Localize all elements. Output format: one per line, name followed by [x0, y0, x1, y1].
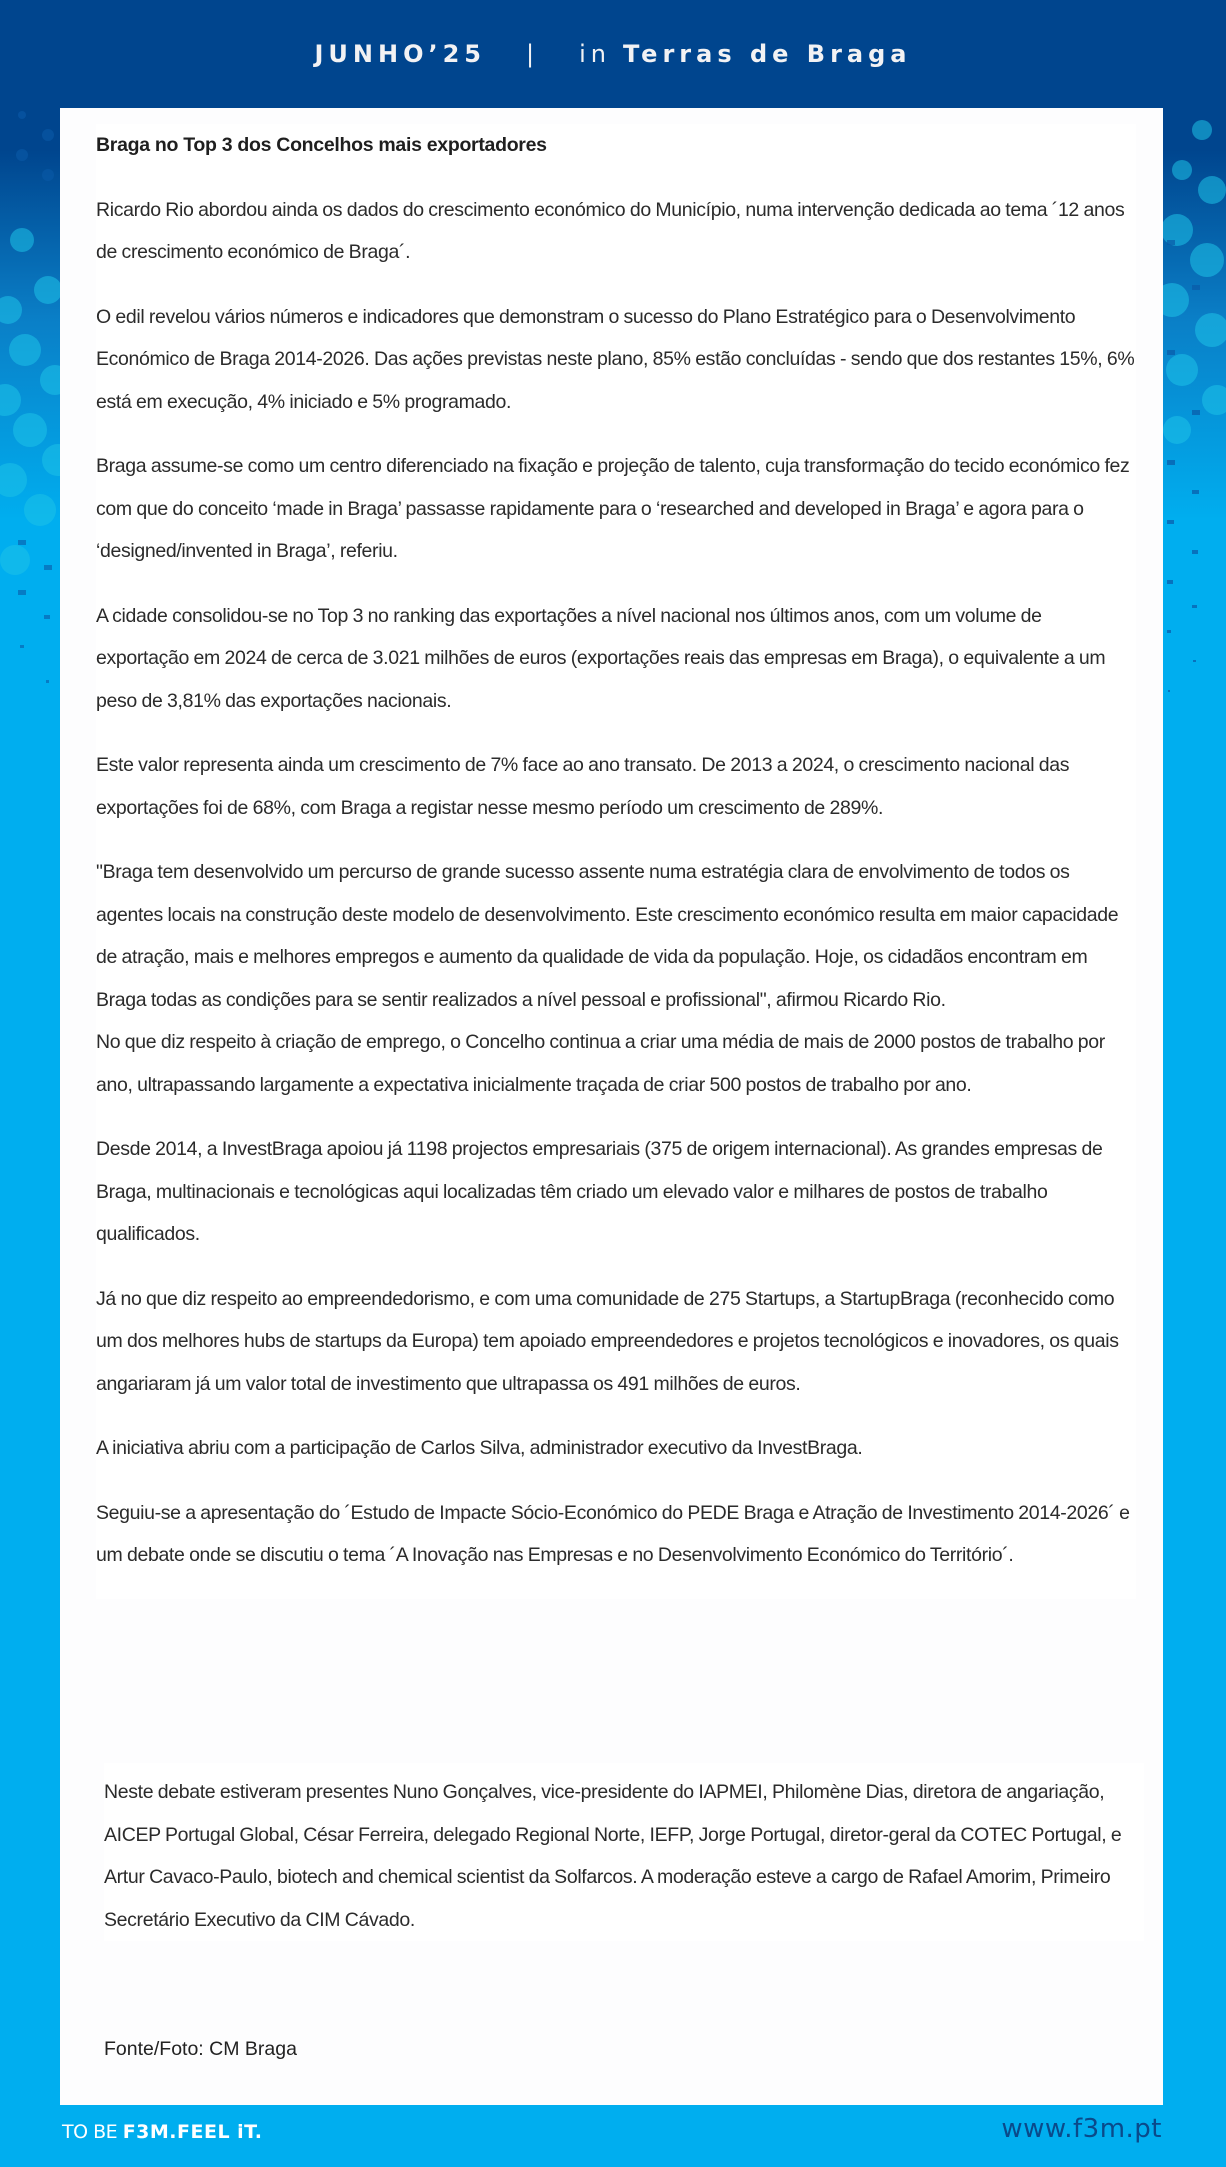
- article-paragraph: O edil revelou vários números e indicadores que demonstram o sucesso do Plano Estratégico para o Desenvolvimento Económico de Braga 2014-2026. Das ações previstas neste plano, 85% estão concluídas - sendo que dos restantes 15%, 6% está em execução, 4% iniciado e 5% programado.: [96, 305, 1135, 413]
- halftone-pattern-left: [0, 100, 60, 800]
- article-paragraph: Desde 2014, a InvestBraga apoiou já 1198 projectos empresariais (375 de origem internacional). As grandes empresas de Braga, multinacionais e tecnológicas aqui localizadas têm criado um elevado valor e milhares de postos de trabalho qualificados.: [96, 1138, 1103, 1245]
- footer-slogan: [62, 2121, 262, 2143]
- debate-paragraph: Neste debate estiveram presentes Nuno Gonçalves, vice-presidente do IAPMEI, Philomène Dias, diretora de angariação, AICEP Portugal Global, César Ferreira, delegado Regional Norte, IEFP, Jorge Portugal, diretor-geral da COTEC Portugal, e Artur Cavaco-Paulo, biotech and chemical scientist da Solfarcos. A moderação esteve a cargo de Rafael Amorim, Primeiro Secretário Executivo da CIM Cávado.: [104, 1763, 1144, 1941]
- section-prefix: in: [579, 40, 611, 68]
- article-paragraph: No que diz respeito à criação de emprego, o Concelho continua a criar uma média de mais de 2000 postos de trabalho por ano, ultrapassando largamente a expectativa inicialmente traçada de criar 500 postos de trabalho por ano.: [96, 1031, 1105, 1096]
- article-paragraph: A iniciativa abriu com a participação de Carlos Silva, administrador executivo da InvestBraga.: [96, 1437, 863, 1459]
- article-quote: "Braga tem desenvolvido um percurso de grande sucesso assente numa estratégia clara de envolvimento de todos os agentes locais na construção deste modelo de desenvolvimento. Este crescimento económico resulta em maior capacidade de atração, mais e melhores empregos e aumento da qualidade de vida da população. Hoje, os cidadãos encontram em Braga todas as condições para se sentir realizados a nível pessoal e profissional", afirmou Ricardo Rio.: [96, 861, 1119, 1011]
- slogan-prefix: TO BE: [62, 2121, 118, 2143]
- article-paragraph: Já no que diz respeito ao empreendedorismo, e com uma comunidade de 275 Startups, a StartupBraga (reconhecido como um dos melhores hubs de startups da Europa) tem apoiado empreendedores e projetos tecnológicos e inovadores, os quais angariaram já um valor total de investimento que ultrapassa os 491 milhões de euros.: [96, 1287, 1119, 1395]
- article-body: [96, 124, 1136, 1599]
- source-credit: Fonte/Foto: CM Braga: [104, 2038, 297, 2060]
- article-paragraph: Braga assume-se como um centro diferenciado na fixação e projeção de talento, cuja transformação do tecido económico fez com que do conceito ‘made in Braga’ passasse rapidamente para o ‘researched and developed in Braga’ e agora para o ‘designed/invented in Braga’, referiu.: [96, 455, 1130, 562]
- section-title: Terras de Braga: [623, 40, 912, 68]
- header-separator: |: [526, 40, 540, 68]
- issue-month: JUNHO’25: [314, 40, 487, 68]
- website-link[interactable]: www.f3m.pt: [1001, 2114, 1162, 2144]
- article-paragraph: A cidade consolidou-se no Top 3 no ranking das exportações a nível nacional nos últimos anos, com um volume de exportação em 2024 de cerca de 3.021 milhões de euros (exportações reais das empresas em Braga), o equivalente a um peso de 3,81% das exportações nacionais.: [96, 604, 1106, 712]
- brand-logo-text: F3M.FEEL iT.: [122, 2121, 263, 2143]
- page-header: [0, 0, 1226, 108]
- article-paragraph: Este valor representa ainda um crescimento de 7% face ao ano transato. De 2013 a 2024, o crescimento nacional das exportações foi de 68%, com Braga a registar nesse mesmo período um crescimento de 289%.: [96, 754, 1070, 819]
- article-card: [60, 108, 1163, 2105]
- article-paragraph: Ricardo Rio abordou ainda os dados do crescimento económico do Município, numa intervenção dedicada ao tema ´12 anos de crescimento económico de Braga´.: [96, 198, 1125, 263]
- article-title: Braga no Top 3 dos Concelhos mais exportadores: [96, 134, 547, 156]
- halftone-pattern-right: [1162, 100, 1226, 800]
- article-paragraph: Seguiu-se a apresentação do ´Estudo de Impacte Sócio-Económico do PEDE Braga e Atração de Investimento 2014-2026´ e um debate onde se discutiu o tema ´A Inovação nas Empresas e no Desenvolvimento Económico do Território´.: [96, 1501, 1130, 1566]
